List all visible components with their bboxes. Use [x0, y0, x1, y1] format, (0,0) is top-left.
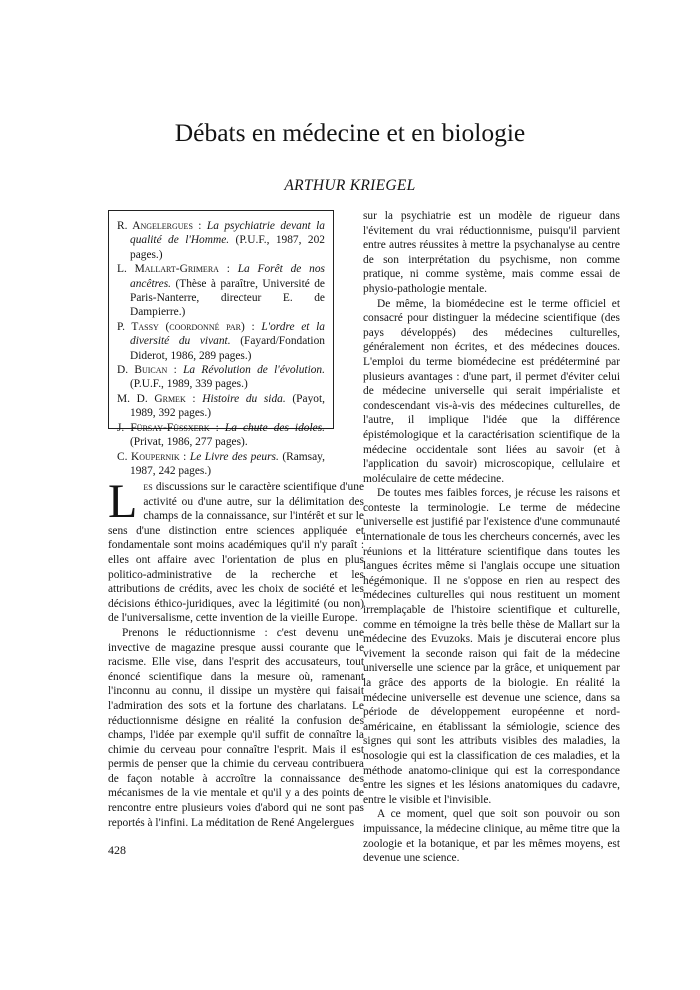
- reference-title: Histoire du sida.: [202, 392, 286, 405]
- reference-details: (Privat, 1986, 277 pages).: [130, 436, 248, 449]
- reference-item: [117, 392, 325, 421]
- body-column-right: [363, 209, 620, 866]
- reference-title: Le Livre des peurs.: [189, 450, 279, 463]
- body-paragraph: Prenons le réductionnisme : c'est devenu une invective de magazine presque aussi courante que le racisme. Elle vise, dans l'esprit des accusateurs, tout énoncé scientifique dans la mesure où, ramenant l'inconnu au connu, il dissipe un mystère qui faisait l'admiration des sots et la fortune des charlatans. Le réductionnisme désigne en réalité la confusion des champs, l'idée par exemple qu'il suffit de connaître la chimie du cerveau pour connaître l'esprit. Mais il est permis de penser que la chimie du cerveau contribuera de façon notable à accroître la connaissance des mécanismes de la vie mentale et qu'il y a des points de rencontre entre plusieurs voies d'abord qui ne sont pas reportés à l'infini. La méditation de René Angelergues: [108, 626, 364, 829]
- reference-author: M. D. Grmek :: [117, 392, 196, 405]
- reference-details: (Thèse à paraître, Université de Paris-Nanterre, directeur E. de Dampierre.): [130, 277, 325, 319]
- body-paragraph: De toutes mes faibles forces, je récuse les raisons et conteste la terminologie. Le terme de médecine universelle est justifié par l'existence d'une communauté internationale de tous les chercheurs concernés, avec les réunions et la littérature scientifique dans toutes les langues écrites même si l'anglais occupe une situation hégémonique. Il ne s'oppose en rien au respect des médecines culturelles qui nous restituent un moment irremplaçable de l'histoire scientifique et culturelle, comme en témoigne la très belle thèse de Mallart sur la médecine des Evuzoks. Mais je discuterai encore plus vivement la seconde raison qui fait de la médecine universelle une science par la grâce, et uniquement par la grâce des apports de la biologie. En réalité la médecine universelle est devenue une science, dans sa période de développement européenne et nord-américaine, en établissant la sémiologie, science des signes qui sont les attributs visibles des maladies, la nosologie qui est la classification de ces maladies, et la méthode anatomo-clinique qui est la correspondance entre les signes et les lésions anatomiques du cadavre, entre le visible et l'invisible.: [363, 487, 620, 806]
- reference-title: La Forêt de nos ancêtres.: [130, 263, 325, 290]
- lead-in-text: es: [143, 481, 153, 493]
- article-author: ARTHUR KRIEGEL: [284, 177, 416, 194]
- body-paragraph: sur la psychiatrie est un modèle de rigueur dans l'évitement du vrai réductionnisme, puisqu'il parvient entre autres réussites à mettre la psychanalyse au centre de son interprétation du psychisme, non comme pratique, ni comme système, mais comme essai de physio-pathologie mentale.: [363, 210, 620, 295]
- body-paragraph: A ce moment, quel que soit son pouvoir ou son impuissance, la médecine clinique, au même titre que la zoologie et la botanique, et par les mêmes moyens, est devenue une science.: [363, 808, 620, 865]
- page-number: 428: [108, 843, 126, 857]
- article-title: Débats en médecine et en biologie: [174, 118, 526, 147]
- reference-item: [117, 262, 325, 320]
- reference-author: D. Buican :: [117, 364, 177, 377]
- reference-item: [117, 421, 325, 450]
- reference-details: (Ramsay, 1987, 242 pages.): [130, 450, 325, 477]
- reference-title: La chute des idoles.: [224, 421, 325, 434]
- reference-title: La psychiatrie devant la qualité de l'Homme.: [130, 220, 325, 247]
- reference-details: (P.U.F., 1989, 339 pages.): [130, 378, 248, 391]
- reference-author: L. Mallart-Grimera :: [117, 263, 230, 276]
- reference-item: [117, 320, 325, 363]
- reference-title: L'ordre et la diversité du vivant.: [130, 320, 325, 348]
- reference-author: J. Fürsay-Füssxerk :: [117, 421, 219, 434]
- body-column-left: [108, 475, 364, 830]
- body-paragraph: [108, 475, 364, 626]
- lead-in-rest: discussions sur le caractère scientifique d'une activité ou d'une autre, sur la délimitation des champs de la connaissance, sur l'intérêt et sur le sens d'une distinction entre sciences appliquée et fondamentale sont moins académiques qu'il n'y paraît : elles ont affaire avec l'orientation de plus en plus politico-administrative de la recherche et les attributions de crédits, avec les choix de société et les décisions éthico-juridiques, avec la légitimité (ou non) de l'universalisme, cette invention de la vieille Europe.: [108, 481, 364, 625]
- drop-cap: L: [108, 475, 138, 528]
- reference-author: P. Tassy (coordonné par) :: [117, 320, 255, 333]
- reference-item: [117, 219, 325, 262]
- body-paragraph: De même, la biomédecine est le terme officiel et consacré pour distinguer la médecine scientifique (des pays développés) des médecines culturelles, généralement non écrites, et des médecines douces. L'emploi du terme biomédecine est prédéterminé par plusieurs avantages : d'une part, il permet d'éviter celui de médecine universelle qui serait impérialiste et condescendant vis-à-vis des médecines culturelles, de l'autre, il implique l'idée que la différence épistémologique et la caractérisation scientifique de la médecine occidentale sont liées au savoir (et à l'application du savoir) microscopique, cellulaire et moléculaire de cette médecine.: [363, 297, 620, 485]
- reference-title: La Révolution de l'évolution.: [183, 364, 325, 377]
- reference-details: (Fayard/Fondation Diderot, 1986, 289 pages.): [130, 335, 325, 362]
- reference-item: [117, 450, 325, 479]
- reference-author: C. Koupernik :: [117, 450, 187, 463]
- reference-author: R. Angelergues :: [117, 220, 202, 232]
- paragraph-text: [108, 475, 364, 625]
- references-box: [108, 210, 334, 477]
- reference-item: [117, 363, 325, 392]
- reference-details: (P.U.F., 1987, 202 pages.): [130, 234, 325, 261]
- reference-details: (Payot, 1989, 392 pages.): [130, 392, 325, 420]
